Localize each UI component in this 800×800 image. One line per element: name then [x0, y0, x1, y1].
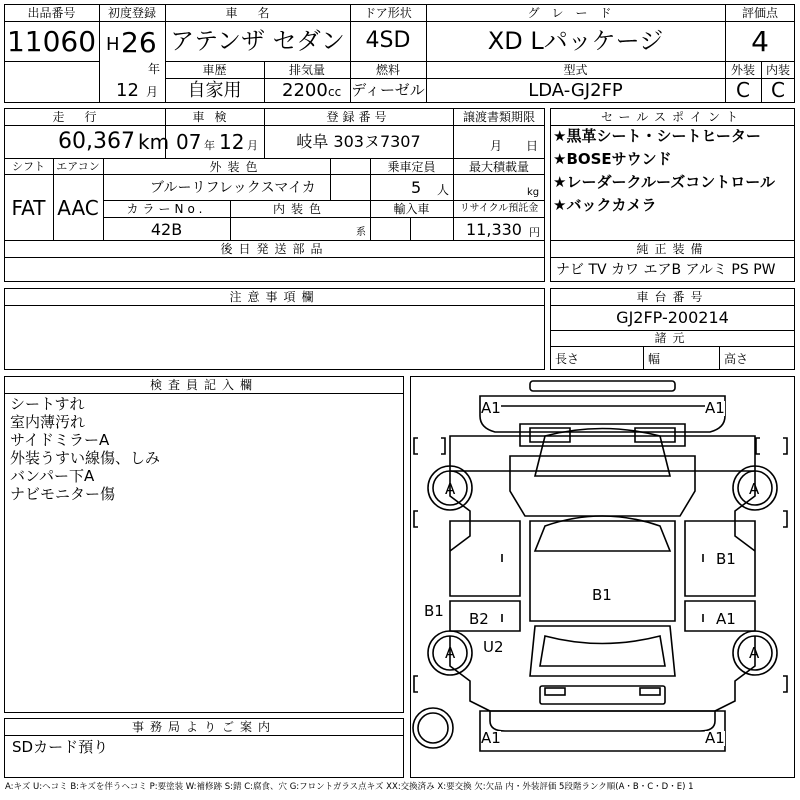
inspector-line-1: シートすれ — [10, 395, 85, 413]
model: LDA-GJ2FP — [528, 80, 623, 101]
door-label: ドア形状 — [364, 6, 412, 20]
displacement-unit: cc — [328, 85, 342, 99]
import-label: 輸入車 — [393, 202, 430, 216]
ac: AAC — [57, 196, 99, 220]
color-label: 外装色 — [209, 160, 264, 174]
lot-no: 11060 — [6, 25, 97, 58]
mark-rear-left: A1 — [481, 729, 501, 747]
color: ブルーリフレックスマイカ — [150, 180, 316, 196]
notes-label: 注意事項欄 — [229, 290, 320, 304]
mark-wheel-rl: A — [445, 644, 456, 662]
later-parts-label: 後日発送部品 — [220, 242, 329, 256]
mark-wheel-fl: A — [445, 480, 456, 498]
reg-year-unit: 年 — [148, 62, 161, 76]
equipment: ナビ TV カワ エアB アルミ PS PW — [556, 262, 776, 278]
recycle-unit: 円 — [529, 226, 540, 239]
exterior-label: 外装 — [730, 63, 755, 77]
lot-no-label: 出品番号 — [27, 6, 76, 20]
mark-roof: B1 — [592, 586, 612, 604]
transfer-label: 譲渡書類期限 — [462, 110, 535, 124]
mileage-unit: km — [138, 130, 170, 154]
history-label: 車歴 — [202, 63, 227, 77]
recycle: 11,330 — [466, 220, 522, 239]
reg-month-unit: 月 — [146, 85, 159, 99]
mark-right-front-door: B1 — [716, 550, 736, 568]
mileage-label: 走行 — [52, 110, 117, 124]
mark-left-rear-door: B2 — [469, 610, 489, 628]
fuel: ディーゼル — [351, 81, 425, 99]
width-label: 幅 — [648, 352, 661, 366]
height-label: 高さ — [724, 352, 749, 366]
reg-year: 26 — [121, 26, 157, 59]
car-name: アテンザ セダン — [170, 27, 345, 55]
exterior-grade: C — [736, 78, 750, 102]
transfer-month-unit: 月 — [490, 139, 503, 153]
inspection-year-unit: 年 — [204, 139, 215, 152]
office-message: SDカード預り — [12, 738, 109, 756]
car-name-label: 車名 — [225, 6, 290, 20]
shift: FAT — [11, 196, 46, 220]
mark-wheel-fr: A — [749, 480, 760, 498]
plate-label: 登録番号 — [326, 110, 391, 124]
mark-front-right: A1 — [705, 399, 725, 417]
model-label: 型式 — [563, 63, 588, 77]
mark-right-rear-door: A1 — [716, 610, 736, 628]
mileage: 60,367 — [58, 129, 135, 154]
inspection-month-unit: 月 — [247, 139, 258, 152]
capacity-unit: 人 — [437, 183, 450, 197]
length-label: 長さ — [555, 352, 580, 366]
inspector-line-4: 外装うすい線傷、しみ — [10, 449, 161, 467]
displacement-label: 排気量 — [288, 63, 325, 77]
shift-label: シフト — [12, 160, 45, 173]
inspector-line-3: サイドミラーA — [10, 431, 110, 449]
colorno: 42B — [150, 220, 183, 239]
era: H — [106, 34, 120, 55]
displacement: 2200 — [282, 80, 328, 101]
capacity: 5 — [411, 178, 422, 197]
inspector-line-5: バンパー下A — [10, 467, 95, 485]
sales-label: セールスポイント — [601, 110, 744, 124]
door: 4SD — [365, 28, 411, 53]
grade-label: グレード — [527, 6, 624, 20]
legend: A:キズ U:ヘコミ B:キズを伴うヘコミ P:要塗装 W:補修跡 S:錆 C:腐食、穴 G:フロントガラス点キズ XX:交換済み X:要交換 欠:欠品 内・外装評価 5段階ランク順(A・B・C・D・E) 1 — [5, 782, 694, 792]
inspector-line-6: ナビモニター傷 — [10, 485, 116, 503]
interior-label: 内装 — [765, 63, 790, 77]
mark-left-rocker: U2 — [483, 638, 504, 656]
chassis-label: 車台番号 — [636, 290, 709, 304]
interior-color-label: 内装色 — [272, 202, 327, 216]
score: 4 — [751, 25, 769, 58]
office-label: 事務局よりご案内 — [131, 720, 276, 734]
fuel-label: 燃料 — [375, 63, 400, 77]
mark-front-left: A1 — [481, 399, 501, 417]
reg-month: 12 — [116, 80, 139, 101]
recycle-label: リサイクル預託金 — [459, 203, 539, 214]
sales-point-4: ★バックカメラ — [553, 196, 657, 214]
interior-grade: C — [771, 78, 785, 102]
inspection-year: 07 — [176, 130, 202, 154]
first-reg-label: 初度登録 — [107, 6, 156, 20]
history: 自家用 — [187, 80, 242, 101]
load-unit: kg — [527, 187, 540, 198]
inspector-line-2: 室内薄汚れ — [10, 413, 86, 431]
transfer-day-unit: 日 — [526, 139, 539, 153]
load-label: 最大積載量 — [468, 160, 529, 174]
inspector-label: 検査員記入欄 — [149, 378, 258, 392]
spec-label: 諸元 — [654, 331, 691, 345]
plate: 岐阜 303ヌ7307 — [296, 132, 421, 151]
grade: XD Lパッケージ — [487, 27, 664, 55]
car-diagram — [410, 376, 795, 778]
chassis-number: GJ2FP-200214 — [616, 308, 729, 327]
sales-point-3: ★レーダークルーズコントロール — [553, 173, 775, 191]
mark-left-rear-quarter: B1 — [424, 602, 444, 620]
sales-point-2: ★BOSEサウンド — [553, 150, 672, 168]
inspection-label: 車検 — [192, 110, 237, 124]
equipment-label: 純正装備 — [636, 242, 709, 256]
interior-color-unit: 系 — [356, 227, 366, 238]
mark-wheel-rr: A — [749, 644, 760, 662]
sales-point-1: ★黒革シート・シートヒーター — [553, 127, 761, 145]
capacity-label: 乗車定員 — [387, 160, 436, 174]
inspection-month: 12 — [219, 130, 245, 154]
colorno-label: カラーNo. — [126, 202, 207, 216]
ac-label: エアコン — [56, 160, 100, 173]
score-label: 評価点 — [741, 6, 778, 20]
mark-rear-right: A1 — [705, 729, 725, 747]
